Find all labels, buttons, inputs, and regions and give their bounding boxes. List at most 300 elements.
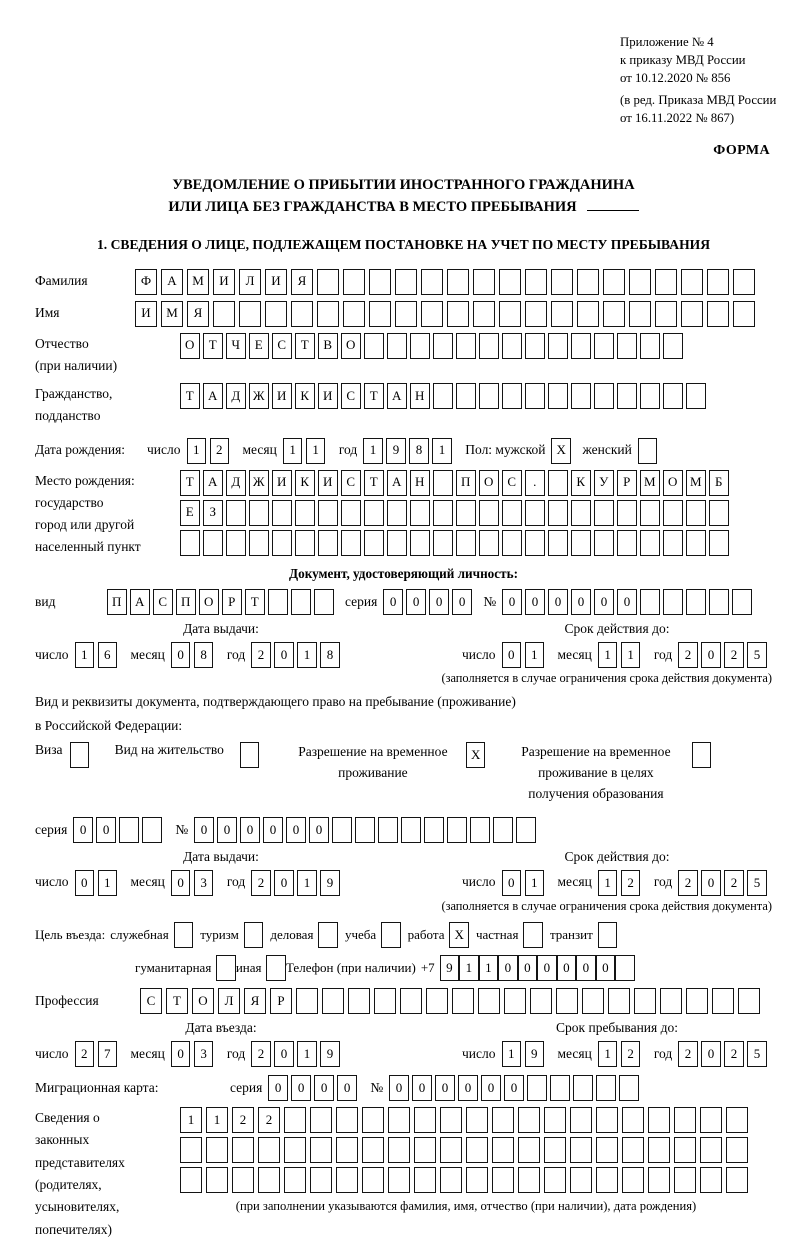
char-cell[interactable]: А	[130, 589, 150, 615]
char-cell[interactable]	[660, 988, 682, 1014]
char-cell[interactable]	[629, 269, 651, 295]
char-cell[interactable]: 1	[598, 1041, 618, 1067]
char-cell[interactable]	[364, 333, 384, 359]
char-cell[interactable]	[410, 333, 430, 359]
char-cell[interactable]: 6	[98, 642, 118, 668]
char-cell[interactable]: 1	[525, 642, 545, 668]
char-cell[interactable]	[284, 1167, 306, 1193]
char-cell[interactable]	[362, 1167, 384, 1193]
char-cell[interactable]: 8	[320, 642, 340, 668]
char-cell[interactable]	[681, 269, 703, 295]
char-cell[interactable]: 0	[596, 955, 616, 981]
char-cell[interactable]: Ф	[135, 269, 157, 295]
char-cell[interactable]	[707, 269, 729, 295]
char-cell[interactable]	[726, 1107, 748, 1133]
char-cell[interactable]: К	[571, 470, 591, 496]
char-cell[interactable]: С	[153, 589, 173, 615]
char-cell[interactable]	[548, 470, 568, 496]
char-cell[interactable]	[596, 1075, 616, 1101]
char-cell[interactable]: 0	[701, 1041, 721, 1067]
char-cell[interactable]: М	[686, 470, 706, 496]
char-cell[interactable]: И	[272, 383, 292, 409]
char-cell[interactable]	[738, 988, 760, 1014]
char-cell[interactable]: 0	[286, 817, 306, 843]
char-cell[interactable]: Я	[291, 269, 313, 295]
char-cell[interactable]	[712, 988, 734, 1014]
char-cell[interactable]: Н	[410, 470, 430, 496]
char-cell[interactable]	[573, 1075, 593, 1101]
char-cell[interactable]	[502, 333, 522, 359]
char-cell[interactable]: 7	[98, 1041, 118, 1067]
char-cell[interactable]	[525, 301, 547, 327]
char-cell[interactable]	[364, 500, 384, 526]
char-cell[interactable]	[249, 500, 269, 526]
purpose-private-checkbox[interactable]	[523, 922, 543, 948]
char-cell[interactable]	[655, 301, 677, 327]
char-cell[interactable]	[733, 269, 755, 295]
char-cell[interactable]	[548, 383, 568, 409]
char-cell[interactable]	[466, 1107, 488, 1133]
char-cell[interactable]	[447, 817, 467, 843]
visa-checkbox[interactable]	[70, 742, 90, 768]
char-cell[interactable]	[663, 530, 683, 556]
char-cell[interactable]: П	[176, 589, 196, 615]
char-cell[interactable]	[686, 988, 708, 1014]
char-cell[interactable]: 9	[320, 1041, 340, 1067]
char-cell[interactable]	[596, 1137, 618, 1163]
char-cell[interactable]: Е	[249, 333, 269, 359]
char-cell[interactable]: 1	[459, 955, 479, 981]
char-cell[interactable]: 1	[363, 438, 383, 464]
char-cell[interactable]: 9	[386, 438, 406, 464]
char-cell[interactable]: И	[135, 301, 157, 327]
char-cell[interactable]: Т	[203, 333, 223, 359]
char-cell[interactable]: 1	[75, 642, 95, 668]
char-cell[interactable]: 1	[206, 1107, 228, 1133]
char-cell[interactable]	[499, 301, 521, 327]
char-cell[interactable]: 0	[274, 1041, 294, 1067]
char-cell[interactable]: О	[663, 470, 683, 496]
char-cell[interactable]	[387, 500, 407, 526]
char-cell[interactable]	[608, 988, 630, 1014]
char-cell[interactable]	[355, 817, 375, 843]
char-cell[interactable]	[433, 500, 453, 526]
char-cell[interactable]	[663, 383, 683, 409]
char-cell[interactable]	[556, 988, 578, 1014]
char-cell[interactable]: П	[107, 589, 127, 615]
char-cell[interactable]: 0	[429, 589, 449, 615]
char-cell[interactable]	[388, 1137, 410, 1163]
char-cell[interactable]	[663, 589, 683, 615]
char-cell[interactable]	[388, 1107, 410, 1133]
char-cell[interactable]	[387, 333, 407, 359]
char-cell[interactable]: О	[199, 589, 219, 615]
char-cell[interactable]: Т	[364, 470, 384, 496]
char-cell[interactable]: Ж	[249, 470, 269, 496]
char-cell[interactable]	[318, 530, 338, 556]
char-cell[interactable]	[502, 383, 522, 409]
char-cell[interactable]	[232, 1167, 254, 1193]
char-cell[interactable]	[570, 1167, 592, 1193]
char-cell[interactable]: 0	[548, 589, 568, 615]
sex-male-checkbox[interactable]: X	[551, 438, 571, 464]
char-cell[interactable]	[640, 383, 660, 409]
char-cell[interactable]: 0	[274, 870, 294, 896]
char-cell[interactable]: 0	[525, 589, 545, 615]
char-cell[interactable]	[502, 500, 522, 526]
char-cell[interactable]: 0	[481, 1075, 501, 1101]
char-cell[interactable]	[142, 817, 162, 843]
char-cell[interactable]: 0	[701, 642, 721, 668]
char-cell[interactable]: 1	[98, 870, 118, 896]
char-cell[interactable]	[364, 530, 384, 556]
char-cell[interactable]	[686, 500, 706, 526]
char-cell[interactable]	[433, 383, 453, 409]
char-cell[interactable]	[530, 988, 552, 1014]
char-cell[interactable]: С	[140, 988, 162, 1014]
char-cell[interactable]	[447, 269, 469, 295]
char-cell[interactable]	[401, 817, 421, 843]
char-cell[interactable]: 0	[309, 817, 329, 843]
purpose-humanitarian-checkbox[interactable]	[216, 955, 236, 981]
char-cell[interactable]: Л	[239, 269, 261, 295]
char-cell[interactable]	[527, 1075, 547, 1101]
char-cell[interactable]	[310, 1137, 332, 1163]
char-cell[interactable]: 1	[187, 438, 207, 464]
char-cell[interactable]	[733, 301, 755, 327]
char-cell[interactable]: Р	[270, 988, 292, 1014]
char-cell[interactable]	[548, 333, 568, 359]
char-cell[interactable]	[473, 269, 495, 295]
char-cell[interactable]	[640, 589, 660, 615]
char-cell[interactable]	[674, 1167, 696, 1193]
char-cell[interactable]: И	[272, 470, 292, 496]
char-cell[interactable]	[249, 530, 269, 556]
char-cell[interactable]	[596, 1107, 618, 1133]
char-cell[interactable]	[726, 1137, 748, 1163]
char-cell[interactable]	[343, 301, 365, 327]
char-cell[interactable]	[426, 988, 448, 1014]
char-cell[interactable]: И	[213, 269, 235, 295]
char-cell[interactable]	[603, 301, 625, 327]
char-cell[interactable]: 2	[678, 870, 698, 896]
char-cell[interactable]: 9	[440, 955, 460, 981]
char-cell[interactable]	[700, 1137, 722, 1163]
char-cell[interactable]: 0	[274, 642, 294, 668]
char-cell[interactable]	[295, 530, 315, 556]
char-cell[interactable]: З	[203, 500, 223, 526]
purpose-business-checkbox[interactable]	[318, 922, 338, 948]
char-cell[interactable]	[440, 1167, 462, 1193]
char-cell[interactable]: 8	[409, 438, 429, 464]
char-cell[interactable]: 0	[502, 642, 522, 668]
char-cell[interactable]	[594, 383, 614, 409]
char-cell[interactable]	[440, 1137, 462, 1163]
char-cell[interactable]	[466, 1167, 488, 1193]
char-cell[interactable]	[544, 1167, 566, 1193]
char-cell[interactable]	[663, 500, 683, 526]
char-cell[interactable]: 2	[258, 1107, 280, 1133]
char-cell[interactable]	[332, 817, 352, 843]
char-cell[interactable]: 0	[73, 817, 93, 843]
char-cell[interactable]	[387, 530, 407, 556]
char-cell[interactable]	[525, 269, 547, 295]
char-cell[interactable]	[433, 470, 453, 496]
char-cell[interactable]: 0	[291, 1075, 311, 1101]
char-cell[interactable]: С	[502, 470, 522, 496]
sex-female-checkbox[interactable]	[638, 438, 658, 464]
char-cell[interactable]: .	[525, 470, 545, 496]
char-cell[interactable]	[310, 1167, 332, 1193]
char-cell[interactable]	[617, 333, 637, 359]
char-cell[interactable]: 0	[502, 870, 522, 896]
char-cell[interactable]: 0	[314, 1075, 334, 1101]
char-cell[interactable]	[336, 1107, 358, 1133]
purpose-transit-checkbox[interactable]	[598, 922, 618, 948]
char-cell[interactable]: 2	[621, 870, 641, 896]
char-cell[interactable]	[648, 1107, 670, 1133]
char-cell[interactable]: 9	[525, 1041, 545, 1067]
char-cell[interactable]: 1	[598, 642, 618, 668]
char-cell[interactable]	[362, 1137, 384, 1163]
char-cell[interactable]	[571, 500, 591, 526]
char-cell[interactable]: 0	[502, 589, 522, 615]
char-cell[interactable]	[619, 1075, 639, 1101]
char-cell[interactable]: Ж	[249, 383, 269, 409]
char-cell[interactable]: 2	[251, 642, 271, 668]
char-cell[interactable]	[548, 500, 568, 526]
char-cell[interactable]: С	[272, 333, 292, 359]
char-cell[interactable]	[410, 530, 430, 556]
char-cell[interactable]: 0	[171, 1041, 191, 1067]
char-cell[interactable]	[232, 1137, 254, 1163]
char-cell[interactable]: 1	[297, 1041, 317, 1067]
char-cell[interactable]: 0	[518, 955, 538, 981]
char-cell[interactable]	[492, 1167, 514, 1193]
char-cell[interactable]	[268, 589, 288, 615]
char-cell[interactable]	[544, 1137, 566, 1163]
char-cell[interactable]	[414, 1137, 436, 1163]
char-cell[interactable]: 2	[724, 642, 744, 668]
char-cell[interactable]: 0	[383, 589, 403, 615]
char-cell[interactable]	[421, 269, 443, 295]
char-cell[interactable]	[180, 1167, 202, 1193]
char-cell[interactable]	[686, 589, 706, 615]
char-cell[interactable]	[317, 269, 339, 295]
char-cell[interactable]	[369, 269, 391, 295]
char-cell[interactable]	[709, 500, 729, 526]
char-cell[interactable]: 0	[171, 642, 191, 668]
char-cell[interactable]: 0	[263, 817, 283, 843]
char-cell[interactable]: В	[318, 333, 338, 359]
char-cell[interactable]	[686, 530, 706, 556]
char-cell[interactable]: 0	[194, 817, 214, 843]
char-cell[interactable]	[634, 988, 656, 1014]
char-cell[interactable]: К	[295, 383, 315, 409]
char-cell[interactable]	[295, 500, 315, 526]
char-cell[interactable]	[421, 301, 443, 327]
char-cell[interactable]	[570, 1137, 592, 1163]
char-cell[interactable]: 0	[240, 817, 260, 843]
char-cell[interactable]: 0	[452, 589, 472, 615]
char-cell[interactable]: 0	[458, 1075, 478, 1101]
char-cell[interactable]	[707, 301, 729, 327]
temp-residence-checkbox[interactable]: X	[466, 742, 486, 768]
char-cell[interactable]: 5	[747, 642, 767, 668]
char-cell[interactable]	[615, 955, 635, 981]
char-cell[interactable]	[493, 817, 513, 843]
char-cell[interactable]: О	[479, 470, 499, 496]
char-cell[interactable]	[622, 1167, 644, 1193]
char-cell[interactable]	[571, 383, 591, 409]
char-cell[interactable]	[570, 1107, 592, 1133]
char-cell[interactable]	[577, 269, 599, 295]
char-cell[interactable]	[239, 301, 261, 327]
char-cell[interactable]	[700, 1107, 722, 1133]
char-cell[interactable]: Т	[166, 988, 188, 1014]
char-cell[interactable]	[617, 530, 637, 556]
char-cell[interactable]: 2	[724, 870, 744, 896]
char-cell[interactable]	[700, 1167, 722, 1193]
char-cell[interactable]	[551, 301, 573, 327]
char-cell[interactable]	[603, 269, 625, 295]
char-cell[interactable]: 2	[75, 1041, 95, 1067]
char-cell[interactable]	[663, 333, 683, 359]
char-cell[interactable]: Я	[187, 301, 209, 327]
char-cell[interactable]: 0	[594, 589, 614, 615]
char-cell[interactable]	[594, 500, 614, 526]
char-cell[interactable]: Л	[218, 988, 240, 1014]
char-cell[interactable]	[317, 301, 339, 327]
char-cell[interactable]: 0	[557, 955, 577, 981]
char-cell[interactable]: Т	[364, 383, 384, 409]
char-cell[interactable]: 0	[412, 1075, 432, 1101]
char-cell[interactable]	[640, 530, 660, 556]
char-cell[interactable]	[314, 589, 334, 615]
char-cell[interactable]	[310, 1107, 332, 1133]
char-cell[interactable]	[180, 1137, 202, 1163]
char-cell[interactable]: 1	[502, 1041, 522, 1067]
char-cell[interactable]: 2	[678, 642, 698, 668]
char-cell[interactable]	[726, 1167, 748, 1193]
char-cell[interactable]: О	[192, 988, 214, 1014]
char-cell[interactable]: 0	[504, 1075, 524, 1101]
char-cell[interactable]	[629, 301, 651, 327]
char-cell[interactable]	[502, 530, 522, 556]
char-cell[interactable]: 2	[232, 1107, 254, 1133]
char-cell[interactable]	[709, 530, 729, 556]
char-cell[interactable]	[318, 500, 338, 526]
char-cell[interactable]	[732, 589, 752, 615]
char-cell[interactable]: 0	[406, 589, 426, 615]
char-cell[interactable]	[640, 333, 660, 359]
char-cell[interactable]: 1	[306, 438, 326, 464]
char-cell[interactable]: 0	[498, 955, 518, 981]
char-cell[interactable]	[341, 500, 361, 526]
char-cell[interactable]: 2	[621, 1041, 641, 1067]
char-cell[interactable]: 1	[283, 438, 303, 464]
char-cell[interactable]	[525, 500, 545, 526]
char-cell[interactable]: 3	[194, 870, 214, 896]
char-cell[interactable]	[206, 1167, 228, 1193]
char-cell[interactable]: О	[180, 333, 200, 359]
char-cell[interactable]: 1	[621, 642, 641, 668]
char-cell[interactable]	[284, 1137, 306, 1163]
char-cell[interactable]	[674, 1137, 696, 1163]
char-cell[interactable]: 0	[701, 870, 721, 896]
char-cell[interactable]	[640, 500, 660, 526]
char-cell[interactable]	[492, 1137, 514, 1163]
char-cell[interactable]: 0	[268, 1075, 288, 1101]
char-cell[interactable]	[400, 988, 422, 1014]
residence-permit-checkbox[interactable]	[240, 742, 260, 768]
char-cell[interactable]: М	[640, 470, 660, 496]
purpose-study-checkbox[interactable]	[381, 922, 401, 948]
char-cell[interactable]: 1	[297, 870, 317, 896]
char-cell[interactable]: 5	[747, 1041, 767, 1067]
char-cell[interactable]: 0	[435, 1075, 455, 1101]
char-cell[interactable]	[622, 1137, 644, 1163]
char-cell[interactable]	[440, 1107, 462, 1133]
char-cell[interactable]: Р	[222, 589, 242, 615]
char-cell[interactable]	[322, 988, 344, 1014]
char-cell[interactable]	[447, 301, 469, 327]
char-cell[interactable]	[518, 1137, 540, 1163]
char-cell[interactable]	[709, 589, 729, 615]
char-cell[interactable]	[655, 269, 677, 295]
char-cell[interactable]: 1	[525, 870, 545, 896]
char-cell[interactable]	[594, 530, 614, 556]
char-cell[interactable]: Я	[244, 988, 266, 1014]
char-cell[interactable]	[374, 988, 396, 1014]
char-cell[interactable]	[648, 1167, 670, 1193]
char-cell[interactable]	[492, 1107, 514, 1133]
char-cell[interactable]: И	[318, 470, 338, 496]
char-cell[interactable]	[479, 383, 499, 409]
char-cell[interactable]: Б	[709, 470, 729, 496]
char-cell[interactable]	[395, 269, 417, 295]
char-cell[interactable]: Т	[180, 383, 200, 409]
char-cell[interactable]: 0	[576, 955, 596, 981]
char-cell[interactable]	[424, 817, 444, 843]
char-cell[interactable]	[284, 1107, 306, 1133]
char-cell[interactable]	[452, 988, 474, 1014]
char-cell[interactable]: Д	[226, 383, 246, 409]
char-cell[interactable]: 1	[180, 1107, 202, 1133]
char-cell[interactable]: О	[341, 333, 361, 359]
char-cell[interactable]	[272, 500, 292, 526]
char-cell[interactable]	[550, 1075, 570, 1101]
char-cell[interactable]	[479, 530, 499, 556]
char-cell[interactable]	[272, 530, 292, 556]
char-cell[interactable]	[258, 1167, 280, 1193]
char-cell[interactable]	[336, 1167, 358, 1193]
char-cell[interactable]	[456, 500, 476, 526]
char-cell[interactable]	[213, 301, 235, 327]
char-cell[interactable]	[226, 530, 246, 556]
char-cell[interactable]	[551, 269, 573, 295]
char-cell[interactable]	[525, 530, 545, 556]
char-cell[interactable]: 0	[337, 1075, 357, 1101]
char-cell[interactable]	[681, 301, 703, 327]
char-cell[interactable]: Д	[226, 470, 246, 496]
char-cell[interactable]: Р	[617, 470, 637, 496]
char-cell[interactable]	[577, 301, 599, 327]
char-cell[interactable]	[348, 988, 370, 1014]
char-cell[interactable]	[473, 301, 495, 327]
char-cell[interactable]	[479, 500, 499, 526]
char-cell[interactable]	[548, 530, 568, 556]
